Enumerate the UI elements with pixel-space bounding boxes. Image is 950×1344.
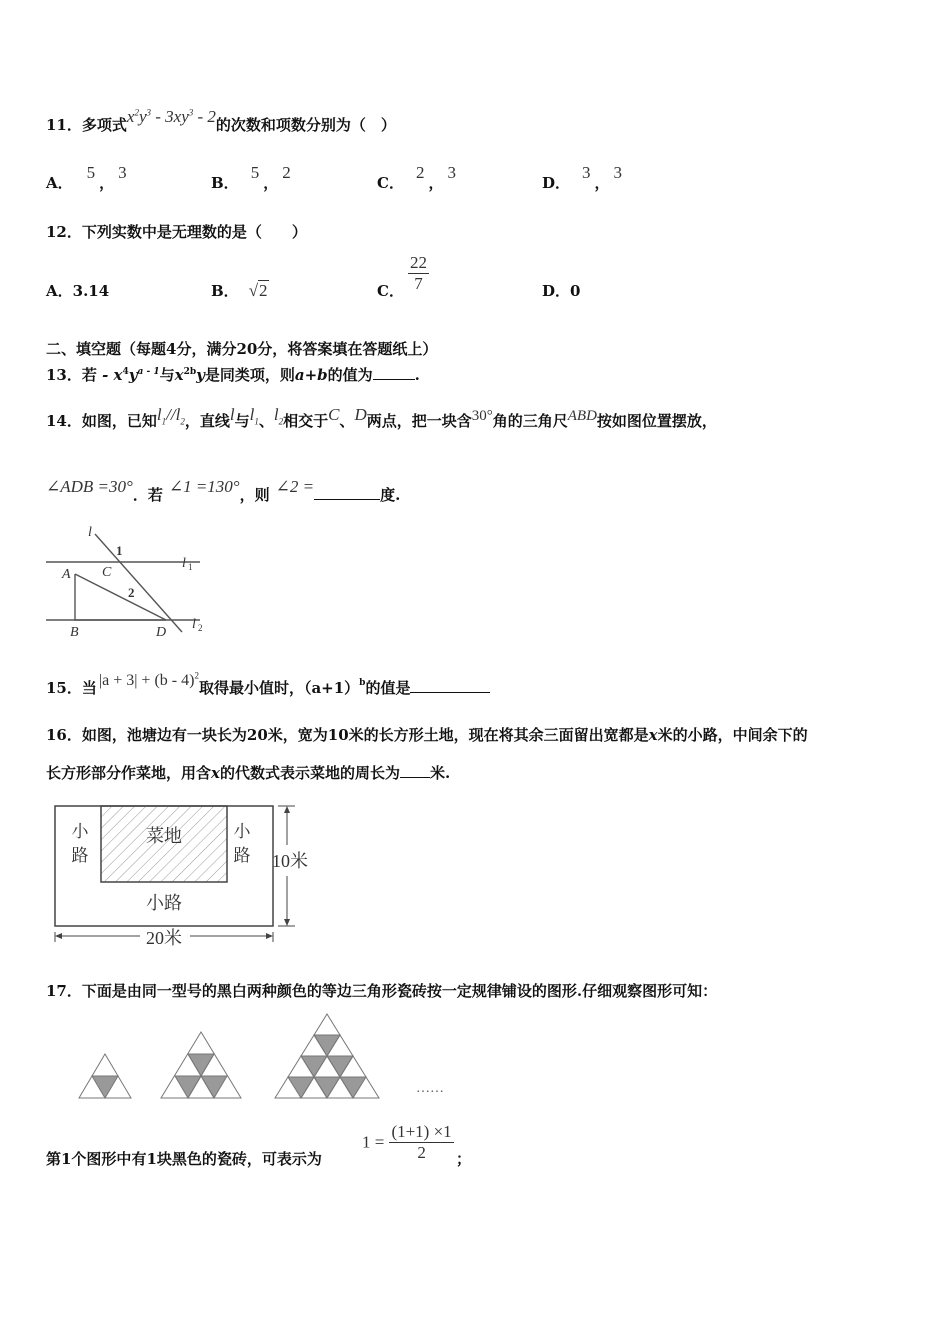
label-width: 20米 xyxy=(146,928,182,948)
label-1: 1 xyxy=(116,543,123,558)
q11-polynomial: $x^2y^3 - 3xy^3 - 2$ xyxy=(126,107,216,126)
q12-number: 12． xyxy=(46,223,82,241)
label-right-b: 路 xyxy=(233,846,251,865)
q11-suffix: 的次数和项数分别为（ ） xyxy=(215,116,396,134)
q13-answer-blank[interactable] xyxy=(373,379,415,380)
label-c: C xyxy=(102,565,112,580)
label-l: l xyxy=(88,525,92,540)
triangle-abd xyxy=(75,574,166,620)
q14-stem: 14．如图，已知$l_1//l_2$，直线l与$l_1$、$l_2$相交于C、D两点，把一块含30°角的三角尺ABD按如图位置摆放， xyxy=(46,405,717,430)
label-l2: l xyxy=(192,617,196,632)
q15-stem: 15．当 |a + 3| + (b - 4)$^2$取得最小值时，$(a+1)^b$的值是 xyxy=(46,677,490,698)
q11-number: 11． xyxy=(46,116,82,134)
label-d: D xyxy=(156,625,167,640)
q16-line1: 16．如图，池塘边有一块长为20米，宽为10米的长方形土地，现在将其余三面留出宽都是x米的小路，中间余下的 xyxy=(46,726,808,744)
label-l2-sub: 2 xyxy=(198,623,203,633)
line-l xyxy=(95,534,182,632)
label-a: A xyxy=(62,567,71,582)
q14-answer-blank[interactable] xyxy=(314,499,380,500)
label-left-b: 路 xyxy=(71,846,89,865)
q11-prefix: 多项式 xyxy=(81,116,127,134)
q16-answer-blank[interactable] xyxy=(400,777,430,778)
dots: …… xyxy=(416,1081,444,1096)
q12-option-d: D．0 xyxy=(542,282,581,300)
q12-option-c-fraction: $\frac{22}{7}$ xyxy=(410,253,427,293)
q13-stem: 13．若 - $x^4y^{a - 1}$与$x^{2b}y$是同类项，则a+b的值为 . xyxy=(46,366,420,384)
q12-text: 下列实数中是无理数的是（ ） xyxy=(81,223,307,241)
q17-eq-end: ； xyxy=(456,1150,472,1168)
pattern-2 xyxy=(161,1032,241,1098)
label-bottom: 小路 xyxy=(146,893,182,913)
q17-figure xyxy=(70,1012,460,1104)
q16-figure xyxy=(50,800,330,950)
label-left-a: 小 xyxy=(71,822,89,841)
q11-option-c: C．2，3 xyxy=(377,163,456,192)
label-l1: l xyxy=(182,556,186,571)
pattern-3 xyxy=(275,1014,379,1098)
q12-option-c: C． xyxy=(377,282,404,300)
label-b: B xyxy=(70,625,79,640)
q12-option-b: B． √2 xyxy=(211,281,268,300)
label-height: 10米 xyxy=(272,851,308,871)
q11-stem xyxy=(46,107,396,135)
q16-line2: 长方形部分作菜地，用含x的代数式表示菜地的周长为 米. xyxy=(46,764,451,782)
label-veg: 菜地 xyxy=(146,826,182,846)
label-right-a: 小 xyxy=(233,822,251,841)
q14-figure xyxy=(40,522,220,644)
q17-stem: 17．下面是由同一型号的黑白两种颜色的等边三角形瓷砖按一定规律铺设的图形.仔细观察图形可知： xyxy=(46,982,718,1000)
pattern-1 xyxy=(79,1054,131,1098)
q12-stem xyxy=(46,221,307,242)
q15-answer-blank[interactable] xyxy=(410,692,490,693)
q11-option-a: A．5，3 xyxy=(46,163,127,192)
label-l1-sub: 1 xyxy=(188,562,193,572)
q12-option-a: A．3.14 xyxy=(46,282,110,300)
q17-equation: 1 = $\frac{(1+1) \times 1}{2}$ xyxy=(362,1122,452,1162)
q11-option-b: B．5，2 xyxy=(211,163,291,192)
section-heading: 二、填空题（每题4分，满分20分，将答案填在答题纸上） xyxy=(46,340,438,358)
q14-condition: ∠ADB =30°．若 ∠1 =130°，则 ∠2 = 度. xyxy=(46,477,401,504)
q17-line2: 第1个图形中有1块黑色的瓷砖，可表示为 xyxy=(46,1150,322,1168)
label-2: 2 xyxy=(128,585,135,600)
q11-option-d: D．3，3 xyxy=(542,163,623,192)
